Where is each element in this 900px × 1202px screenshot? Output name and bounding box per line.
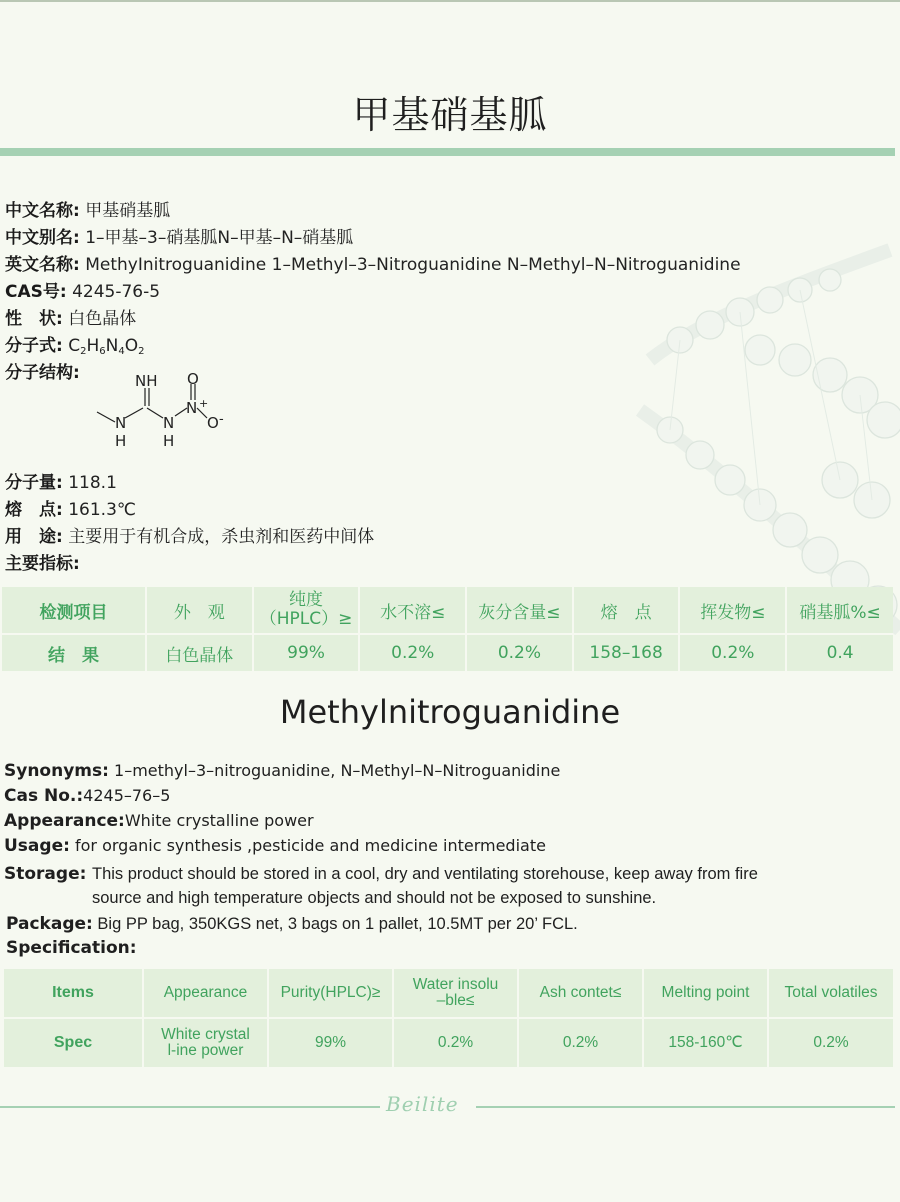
atom-label: H [115, 432, 127, 450]
field-label: Synonyms: [4, 761, 109, 781]
field-value: MethyInitroguanidine 1–Methyl–3–Nitroguanidine N–Methyl–N–Nitroguanidine [79, 255, 741, 275]
field-value: 4245-76-5 [66, 282, 161, 302]
field-value: 主要用于有机合成，杀虫剂和医药中间体 [62, 527, 375, 547]
field-storage [4, 862, 894, 910]
table-cell: 0.2% [680, 635, 785, 671]
field-usage-en [4, 833, 894, 858]
field-label: 分子结构: [5, 363, 80, 383]
atom-label: H [163, 432, 175, 450]
charge-label: + [199, 397, 209, 410]
table-header-cell: Items [4, 969, 142, 1017]
table-row [4, 1019, 893, 1067]
table-cell: 99% [254, 635, 359, 671]
footer-divider-left [0, 1106, 380, 1108]
table-header-cell: 外 观 [147, 587, 252, 633]
table-header-cell: Ash contet≤ [519, 969, 642, 1017]
field-cas-no [4, 783, 894, 808]
table-header-cell: Total volatiles [769, 969, 893, 1017]
table-header-cell: Melting point [644, 969, 767, 1017]
spec-table-cn [0, 585, 895, 673]
field-label: Appearance: [4, 811, 125, 831]
field-value: White crystalline power [124, 811, 314, 830]
field-value: 1–甲基–3–硝基胍N–甲基–N–硝基胍 [79, 228, 354, 248]
formula-element: H [86, 336, 100, 356]
formula-value [68, 336, 144, 356]
page-title-cn: 甲基硝基胍 [352, 93, 548, 137]
field-label: 分子式: [5, 336, 63, 356]
field-value: 白色晶体 [62, 309, 137, 329]
specification-label: Specification: [6, 938, 137, 958]
title-divider-bar [0, 148, 895, 156]
cn-info-section [5, 198, 895, 387]
table-cell: 白色晶体 [147, 635, 252, 671]
table-header-cell: Appearance [144, 969, 267, 1017]
field-en-name [5, 252, 895, 279]
table-header-cell: Water insolu –ble≤ [394, 969, 517, 1017]
atom-label: N [186, 399, 198, 417]
field-main-indicators [5, 551, 895, 578]
table-cell: White crystal l-ine power [144, 1019, 267, 1067]
field-cas [5, 279, 895, 306]
field-label: Package: [6, 914, 93, 934]
field-label: 熔 点: [5, 500, 63, 520]
field-label: 中文别名: [5, 228, 80, 248]
table-cell: 结 果 [2, 635, 145, 671]
table-header-cell: 灰分含量≤ [467, 587, 572, 633]
formula-element: N [105, 336, 119, 356]
formula-subscript: 4 [118, 346, 125, 357]
field-cn-alias [5, 225, 895, 252]
field-value: 1–methyl–3–nitroguanidine, N–Methyl–N–Nitroguanidine [108, 761, 561, 780]
field-value: This product should be stored in a cool, dry and ventilating storehouse, keep away from fire source and high temperature objects and should not be exposed to sunshine. [92, 865, 758, 907]
field-label: 主要指标: [5, 554, 80, 574]
field-package [6, 914, 578, 934]
field-value: 118.1 [62, 473, 117, 493]
field-value: 161.3℃ [62, 500, 136, 520]
table-cell: 0.2% [394, 1019, 517, 1067]
field-formula [5, 333, 895, 360]
field-value: 甲基硝基胍 [79, 201, 171, 221]
field-cn-name [5, 198, 895, 225]
table-header-cell: 水不溶≤ [360, 587, 465, 633]
atom-label: O [207, 414, 219, 432]
atom-label: NH [135, 372, 158, 390]
atom-label: N [163, 414, 175, 432]
table-cell: Spec [4, 1019, 142, 1067]
field-appearance-en [4, 808, 894, 833]
table-header-cell: 纯度 （HPLC）≥ [254, 587, 359, 633]
formula-subscript: 2 [138, 346, 145, 357]
field-label: Usage: [4, 836, 70, 856]
table-row [2, 635, 893, 671]
atom-label: N [115, 414, 127, 432]
table-header-cell: 硝基胍%≤ [787, 587, 893, 633]
field-label: 性 状: [5, 309, 63, 329]
table-cell: 158-160℃ [644, 1019, 767, 1067]
cn-info-section-2 [5, 470, 895, 578]
field-label: Cas No.: [4, 786, 84, 806]
top-border [0, 0, 900, 2]
field-value: 4245–76–5 [83, 786, 171, 805]
spec-table-en [2, 967, 895, 1069]
table-cell: 0.2% [360, 635, 465, 671]
field-label: CAS号: [5, 282, 67, 302]
en-info-section [4, 758, 894, 858]
formula-subscript: 2 [80, 346, 87, 357]
field-label: 中文名称: [5, 201, 80, 221]
field-synonyms [4, 758, 894, 783]
table-cell: 158–168 [574, 635, 679, 671]
field-value: for organic synthesis ,pesticide and medicine intermediate [69, 836, 546, 855]
field-usage [5, 524, 895, 551]
footer-divider-right [476, 1106, 895, 1108]
formula-subscript: 6 [99, 346, 106, 357]
field-value: Big PP bag, 350KGS net, 3 bags on 1 pallet, 10.5MT per 20’ FCL. [92, 915, 578, 933]
brand-logo: Beilite [386, 1092, 459, 1116]
table-header-cell: 检测项目 [2, 587, 145, 633]
molecular-structure-diagram [95, 370, 235, 452]
field-label: 用 途: [5, 527, 63, 547]
table-cell: 0.2% [769, 1019, 893, 1067]
formula-element: O [124, 336, 139, 356]
page-title-en: Methylnitroguanidine [279, 693, 621, 731]
table-header-cell: 挥发物≤ [680, 587, 785, 633]
formula-element: C [68, 336, 81, 356]
field-label: 英文名称: [5, 255, 80, 275]
field-appearance [5, 306, 895, 333]
table-cell: 0.2% [467, 635, 572, 671]
table-cell: 0.2% [519, 1019, 642, 1067]
charge-label: - [219, 412, 224, 427]
table-cell: 0.4 [787, 635, 893, 671]
field-label: Storage: [4, 864, 87, 884]
field-melting-point [5, 497, 895, 524]
table-header-row [2, 587, 893, 633]
atom-label: O [187, 370, 199, 388]
table-header-cell: 熔 点 [574, 587, 679, 633]
table-header-row [4, 969, 893, 1017]
table-cell: 99% [269, 1019, 392, 1067]
table-header-cell: Purity(HPLC)≥ [269, 969, 392, 1017]
field-label: 分子量: [5, 473, 63, 493]
field-molecular-weight [5, 470, 895, 497]
